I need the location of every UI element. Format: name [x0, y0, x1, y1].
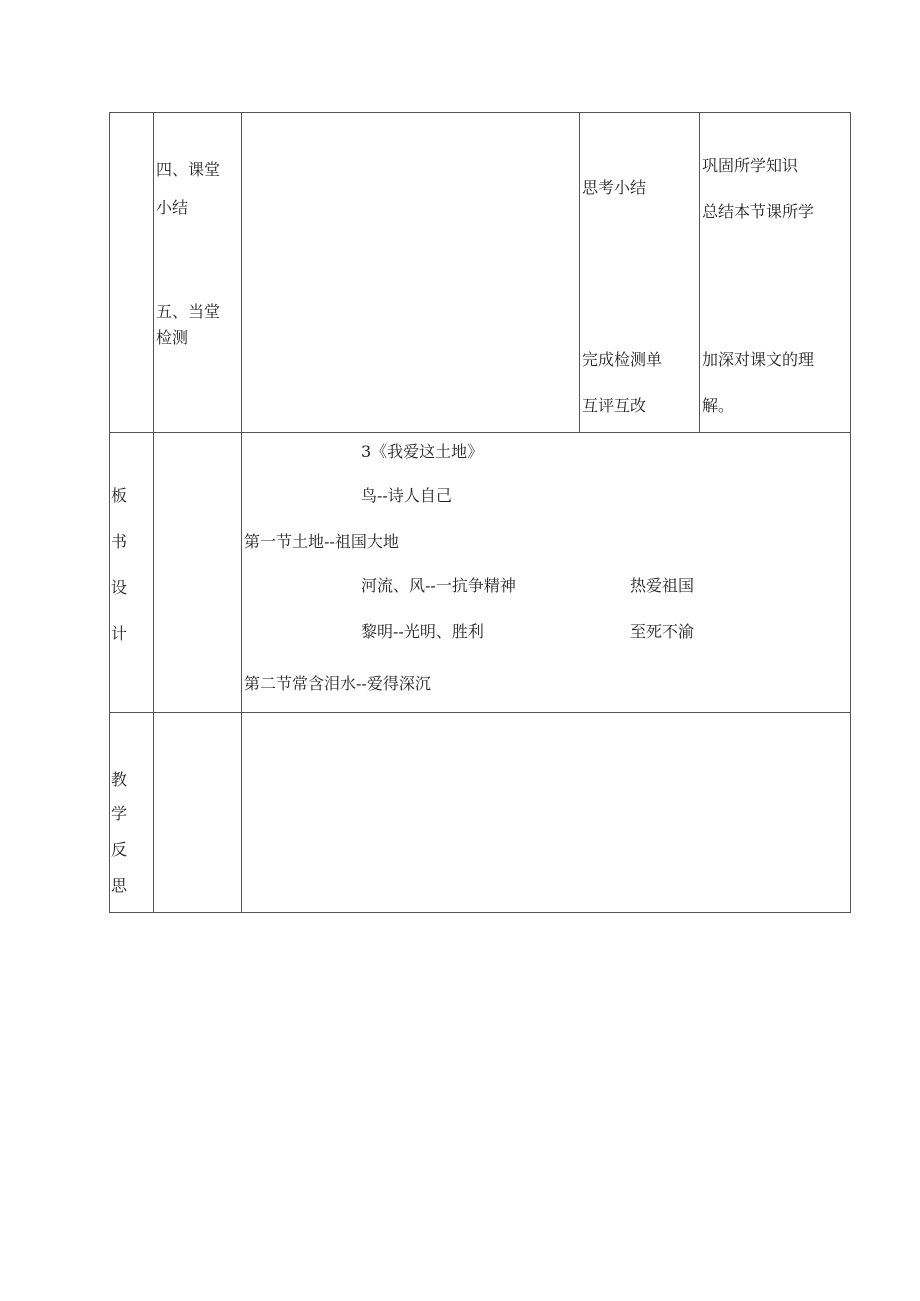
board-label-char: 书 [111, 532, 128, 551]
row-divider-1 [109, 432, 851, 433]
intent-line4: 解。 [702, 396, 735, 415]
stage4-line2: 小结 [156, 198, 189, 217]
activity-complete-test: 完成检测单 [582, 350, 663, 369]
board-line: 至死不渝 [630, 622, 695, 641]
board-title: 3《我爱这土地》 [361, 442, 484, 461]
board-line: 第一节土地--祖国大地 [244, 532, 399, 551]
intent-line2: 总结本节课所学 [702, 202, 815, 221]
stage4-line1: 四、课堂 [156, 160, 221, 179]
board-line: 第二节常含泪水--爱得深沉 [244, 674, 431, 693]
board-label-char: 设 [111, 578, 128, 597]
stage5-line2: 检测 [156, 328, 189, 347]
row-divider-2 [109, 712, 851, 713]
activity-peer-review: 互评互改 [582, 396, 647, 415]
column-divider-1 [153, 112, 154, 913]
board-label-char: 计 [111, 624, 128, 643]
reflection-label-char: 反 [111, 840, 128, 859]
column-divider-2 [241, 112, 242, 913]
activity-think-summary: 思考小结 [582, 178, 647, 197]
table-border-top [109, 112, 851, 113]
reflection-label-char: 学 [111, 804, 128, 823]
board-line: 热爱祖国 [630, 576, 695, 595]
table-border-bottom [109, 912, 851, 913]
reflection-label-char: 思 [111, 876, 128, 895]
intent-line1: 巩固所学知识 [702, 156, 799, 175]
column-divider-4 [699, 112, 700, 432]
table-border-left [109, 112, 110, 913]
board-line: 河流、风--一抗争精神 [361, 576, 516, 595]
board-label-char: 板 [111, 486, 128, 505]
stage5-line1: 五、当堂 [156, 302, 221, 321]
board-line: 鸟--诗人自己 [361, 486, 452, 505]
reflection-label-char: 教 [111, 770, 128, 789]
board-line: 黎明--光明、胜利 [361, 622, 484, 641]
intent-line3: 加深对课文的理 [702, 350, 815, 369]
column-divider-3 [579, 112, 580, 432]
table-border-right [850, 112, 851, 913]
